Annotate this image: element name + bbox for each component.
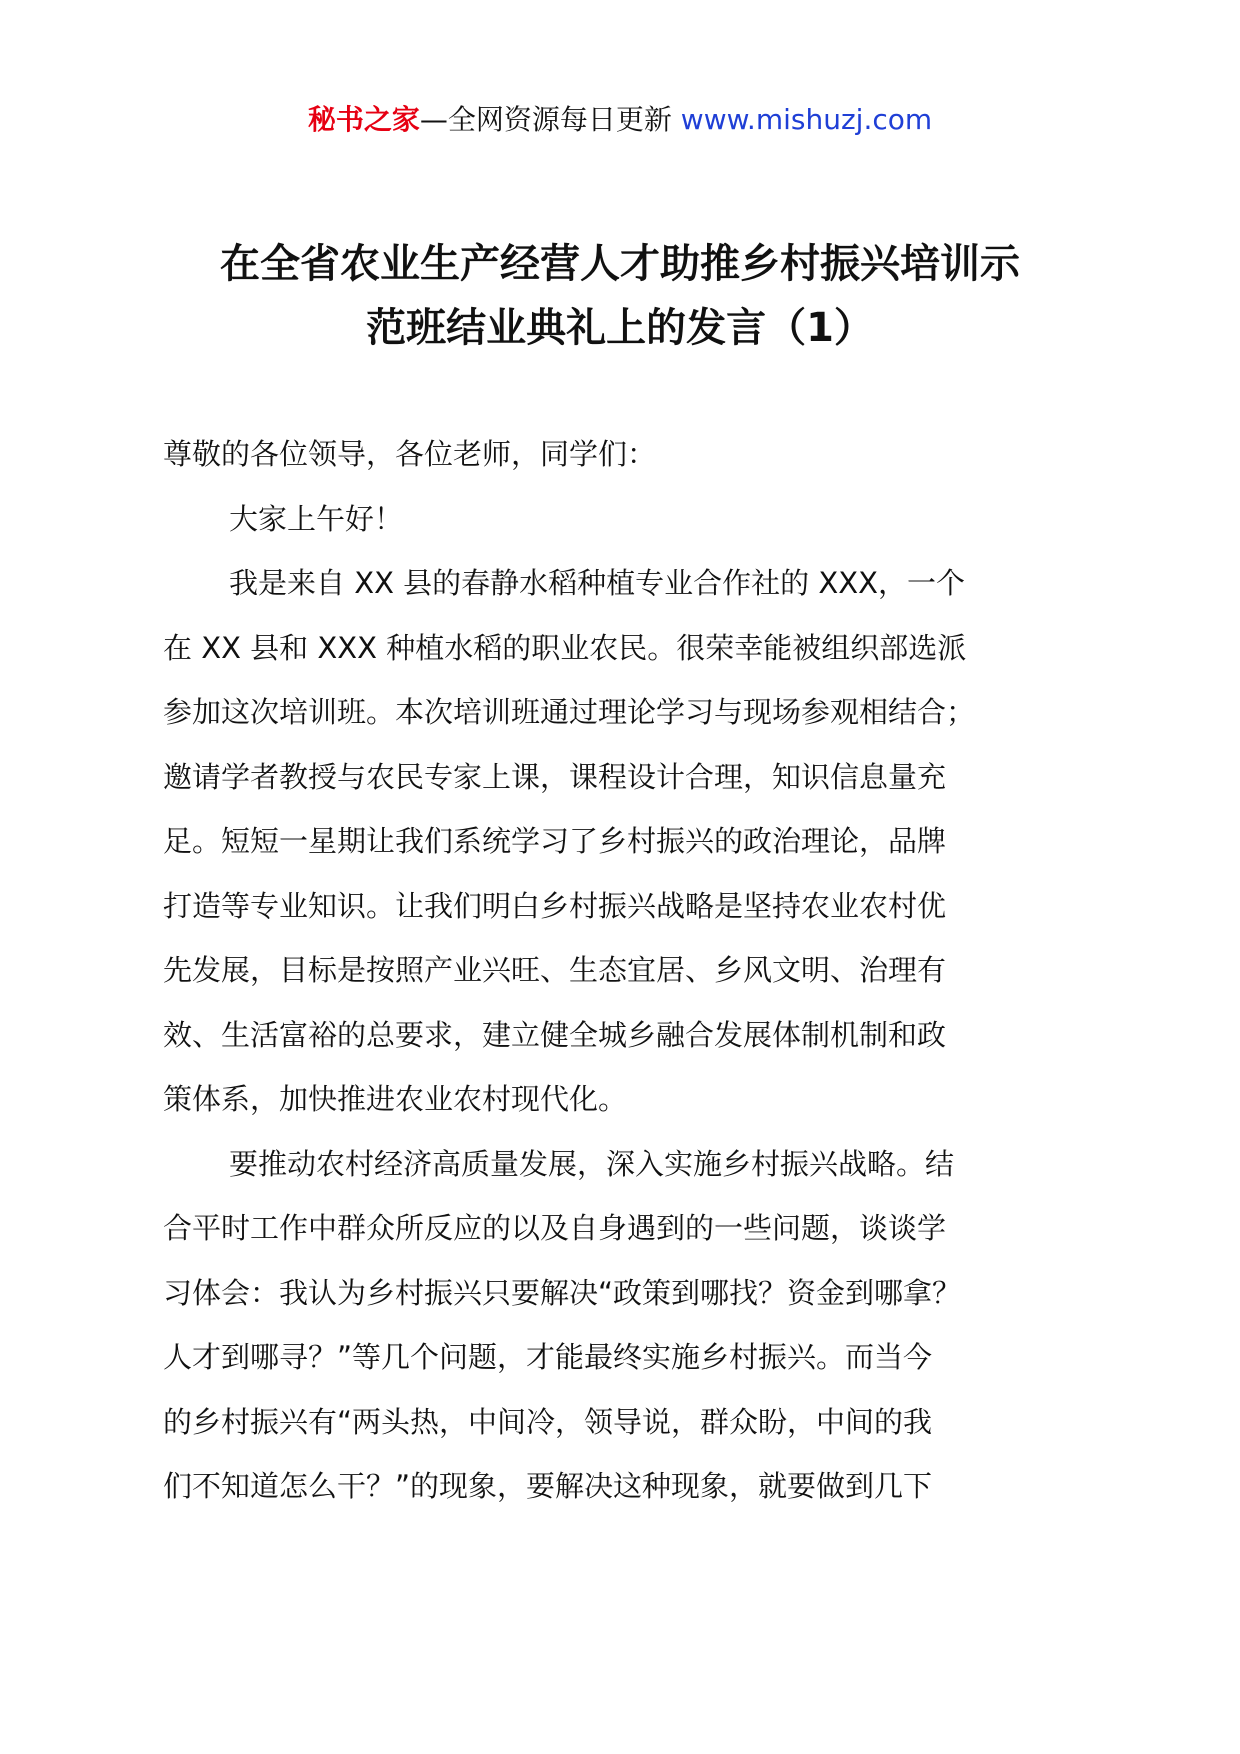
body-line: 邀请学者教授与农民专家上课，课程设计合理，知识信息量充 [163,759,947,794]
document-title [150,232,1090,360]
site-url-link[interactable]: www.mishuzj.com [680,103,933,136]
body-line: 打造等专业知识。让我们明白乡村振兴战略是坚持农业农村优 [163,888,947,923]
salutation: 尊敬的各位领导，各位老师，同学们： [163,437,657,471]
body-line: 们不知道怎么干？”的现象，要解决这种现象，就要做到几下 [163,1469,933,1503]
title-line: 范班结业典礼上的发言（1） [366,305,874,351]
body-line: 要推动农村经济高质量发展，深入实施乡村振兴战略。结 [229,1146,955,1181]
body-line: 我是来自 XX 县的春静水稻种植专业合作社的 XXX，一个 [229,566,965,600]
body-line: 效、生活富裕的总要求，建立健全城乡融合发展体制机制和政 [163,1017,947,1052]
title-line: 在全省农业生产经营人才助推乡村振兴培训示 [220,241,1020,287]
greeting: 大家上午好！ [229,501,404,536]
body-line: 策体系，加快推进农业农村现代化。 [163,1082,628,1116]
body-line: 先发展，目标是按照产业兴旺、生态宜居、乡风文明、治理有 [163,953,947,987]
body-line: 合平时工作中群众所反应的以及自身遇到的一些问题，谈谈学 [163,1211,947,1245]
body-line: 人才到哪寻？”等几个问题，才能最终实施乡村振兴。而当今 [163,1340,933,1374]
site-tagline: —全网资源每日更新 [419,103,672,136]
document-body [163,422,1093,1519]
body-line: 在 XX 县和 XXX 种植水稻的职业农民。很荣幸能被组织部选派 [163,630,967,665]
site-header [0,100,1240,140]
body-line: 的乡村振兴有“两头热，中间冷，领导说，群众盼，中间的我 [163,1404,933,1439]
body-line: 参加这次培训班。本次培训班通过理论学习与现场参观相结合； [163,695,976,729]
body-line: 习体会：我认为乡村振兴只要解决“政策到哪找？资金到哪拿？ [163,1275,962,1310]
site-brand: 秘书之家 [307,103,420,136]
body-line: 足。短短一星期让我们系统学习了乡村振兴的政治理论，品牌 [163,824,947,858]
